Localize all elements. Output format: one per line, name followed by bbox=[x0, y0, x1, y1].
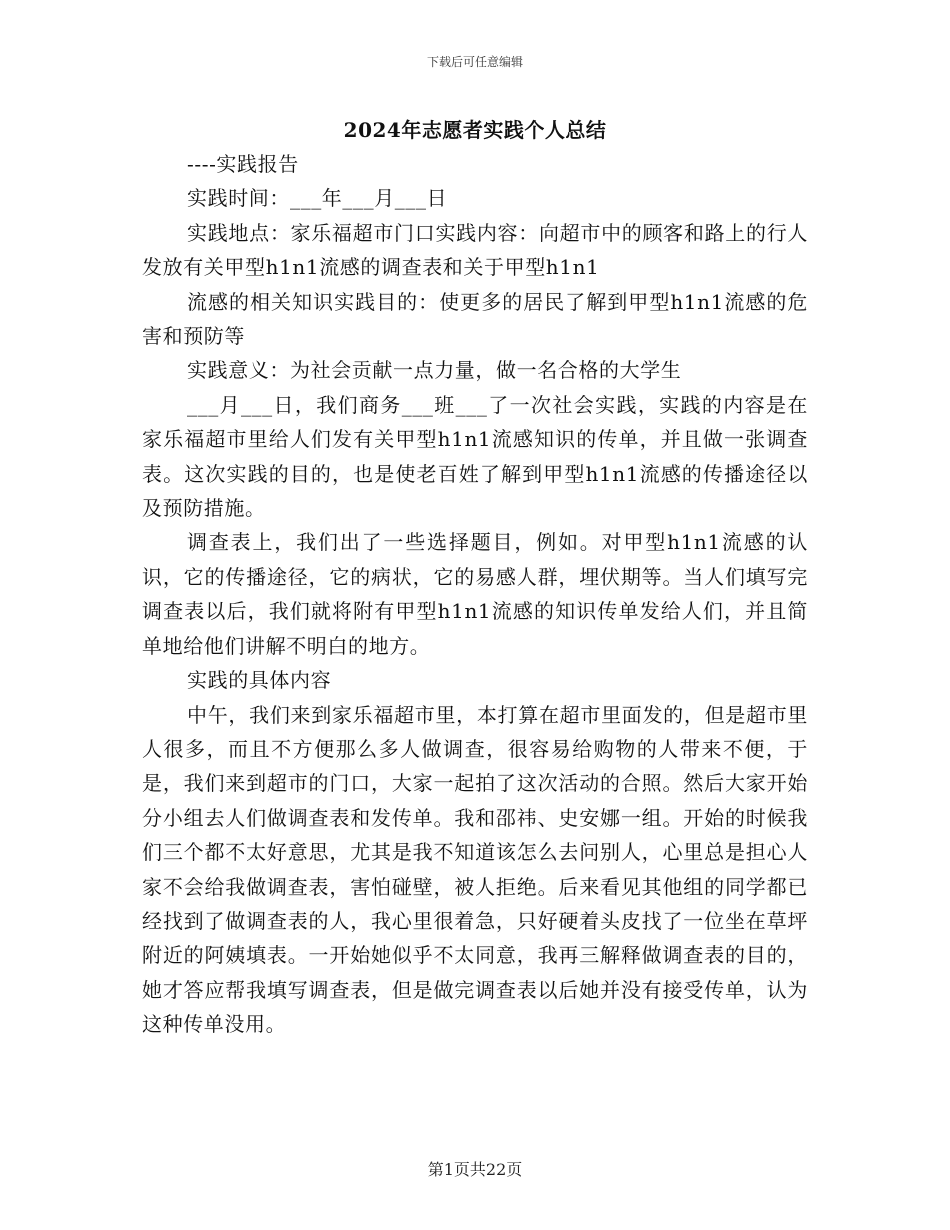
document-body bbox=[142, 147, 808, 1042]
page-number-footer: 第1页共22页 bbox=[427, 1160, 523, 1179]
practice-time-paragraph: 实践时间：___年___月___日 bbox=[187, 186, 448, 211]
body-paragraph: 中午，我们来到家乐福超市里，本打算在超市里面发的，但是超市里人很多，而且不方便那么多人做调查，很容易给购物的人带来不便，于是，我们来到超市的门口，大家一起拍了这次活动的合照。然后大家开始分小组去人们做调查表和发传单。我和邵祎、史安娜一组。开始的时候我们三个都不太好意思，尤其是我不知道该怎么去问别人，心里总是担心人家不会给我做调查表，害怕碰壁，被人拒绝。后来看见其他组的同学都已经找到了做调查表的人，我心里很着急，只好硬着头皮找了一位坐在草坪附近的阿姨填表。一开始她似乎不太同意，我再三解释做调查表的目的，她才答应帮我填写调查表，但是做完调查表以后她并没有接受传单，认为这种传单没用。 bbox=[142, 702, 808, 1037]
page-header-note: 下载后可任意编辑 bbox=[426, 55, 523, 69]
practice-significance-paragraph: 实践意义：为社会贡献一点力量，做一名合格的大学生 bbox=[187, 358, 682, 383]
practice-purpose-paragraph: 流感的相关知识实践目的：使更多的居民了解到甲型h1n1流感的危害和预防等 bbox=[142, 289, 808, 349]
document-title: 2024年志愿者实践个人总结 bbox=[343, 118, 607, 142]
body-paragraph: ___月___日，我们商务___班___了一次社会实践，实践的内容是在家乐福超市里给人们发有关甲型h1n1流感知识的传单，并且做一张调查表。这次实践的目的，也是使老百姓了解到甲型h1n1流感的传播途径以及预防措施。 bbox=[142, 392, 808, 521]
subtitle-paragraph: ----实践报告 bbox=[187, 152, 299, 176]
practice-location-paragraph: 实践地点：家乐福超市门口实践内容：向超市中的顾客和路上的行人发放有关甲型h1n1流感的调查表和关于甲型h1n1 bbox=[142, 220, 808, 280]
section-heading: 实践的具体内容 bbox=[187, 668, 332, 693]
body-paragraph: 调查表上，我们出了一些选择题目，例如。对甲型h1n1流感的认识，它的传播途径，它的病状，它的易感人群，埋伏期等。当人们填写完调查表以后，我们就将附有甲型h1n1流感的知识传单发给人们，并且简单地给他们讲解不明白的地方。 bbox=[142, 530, 808, 658]
